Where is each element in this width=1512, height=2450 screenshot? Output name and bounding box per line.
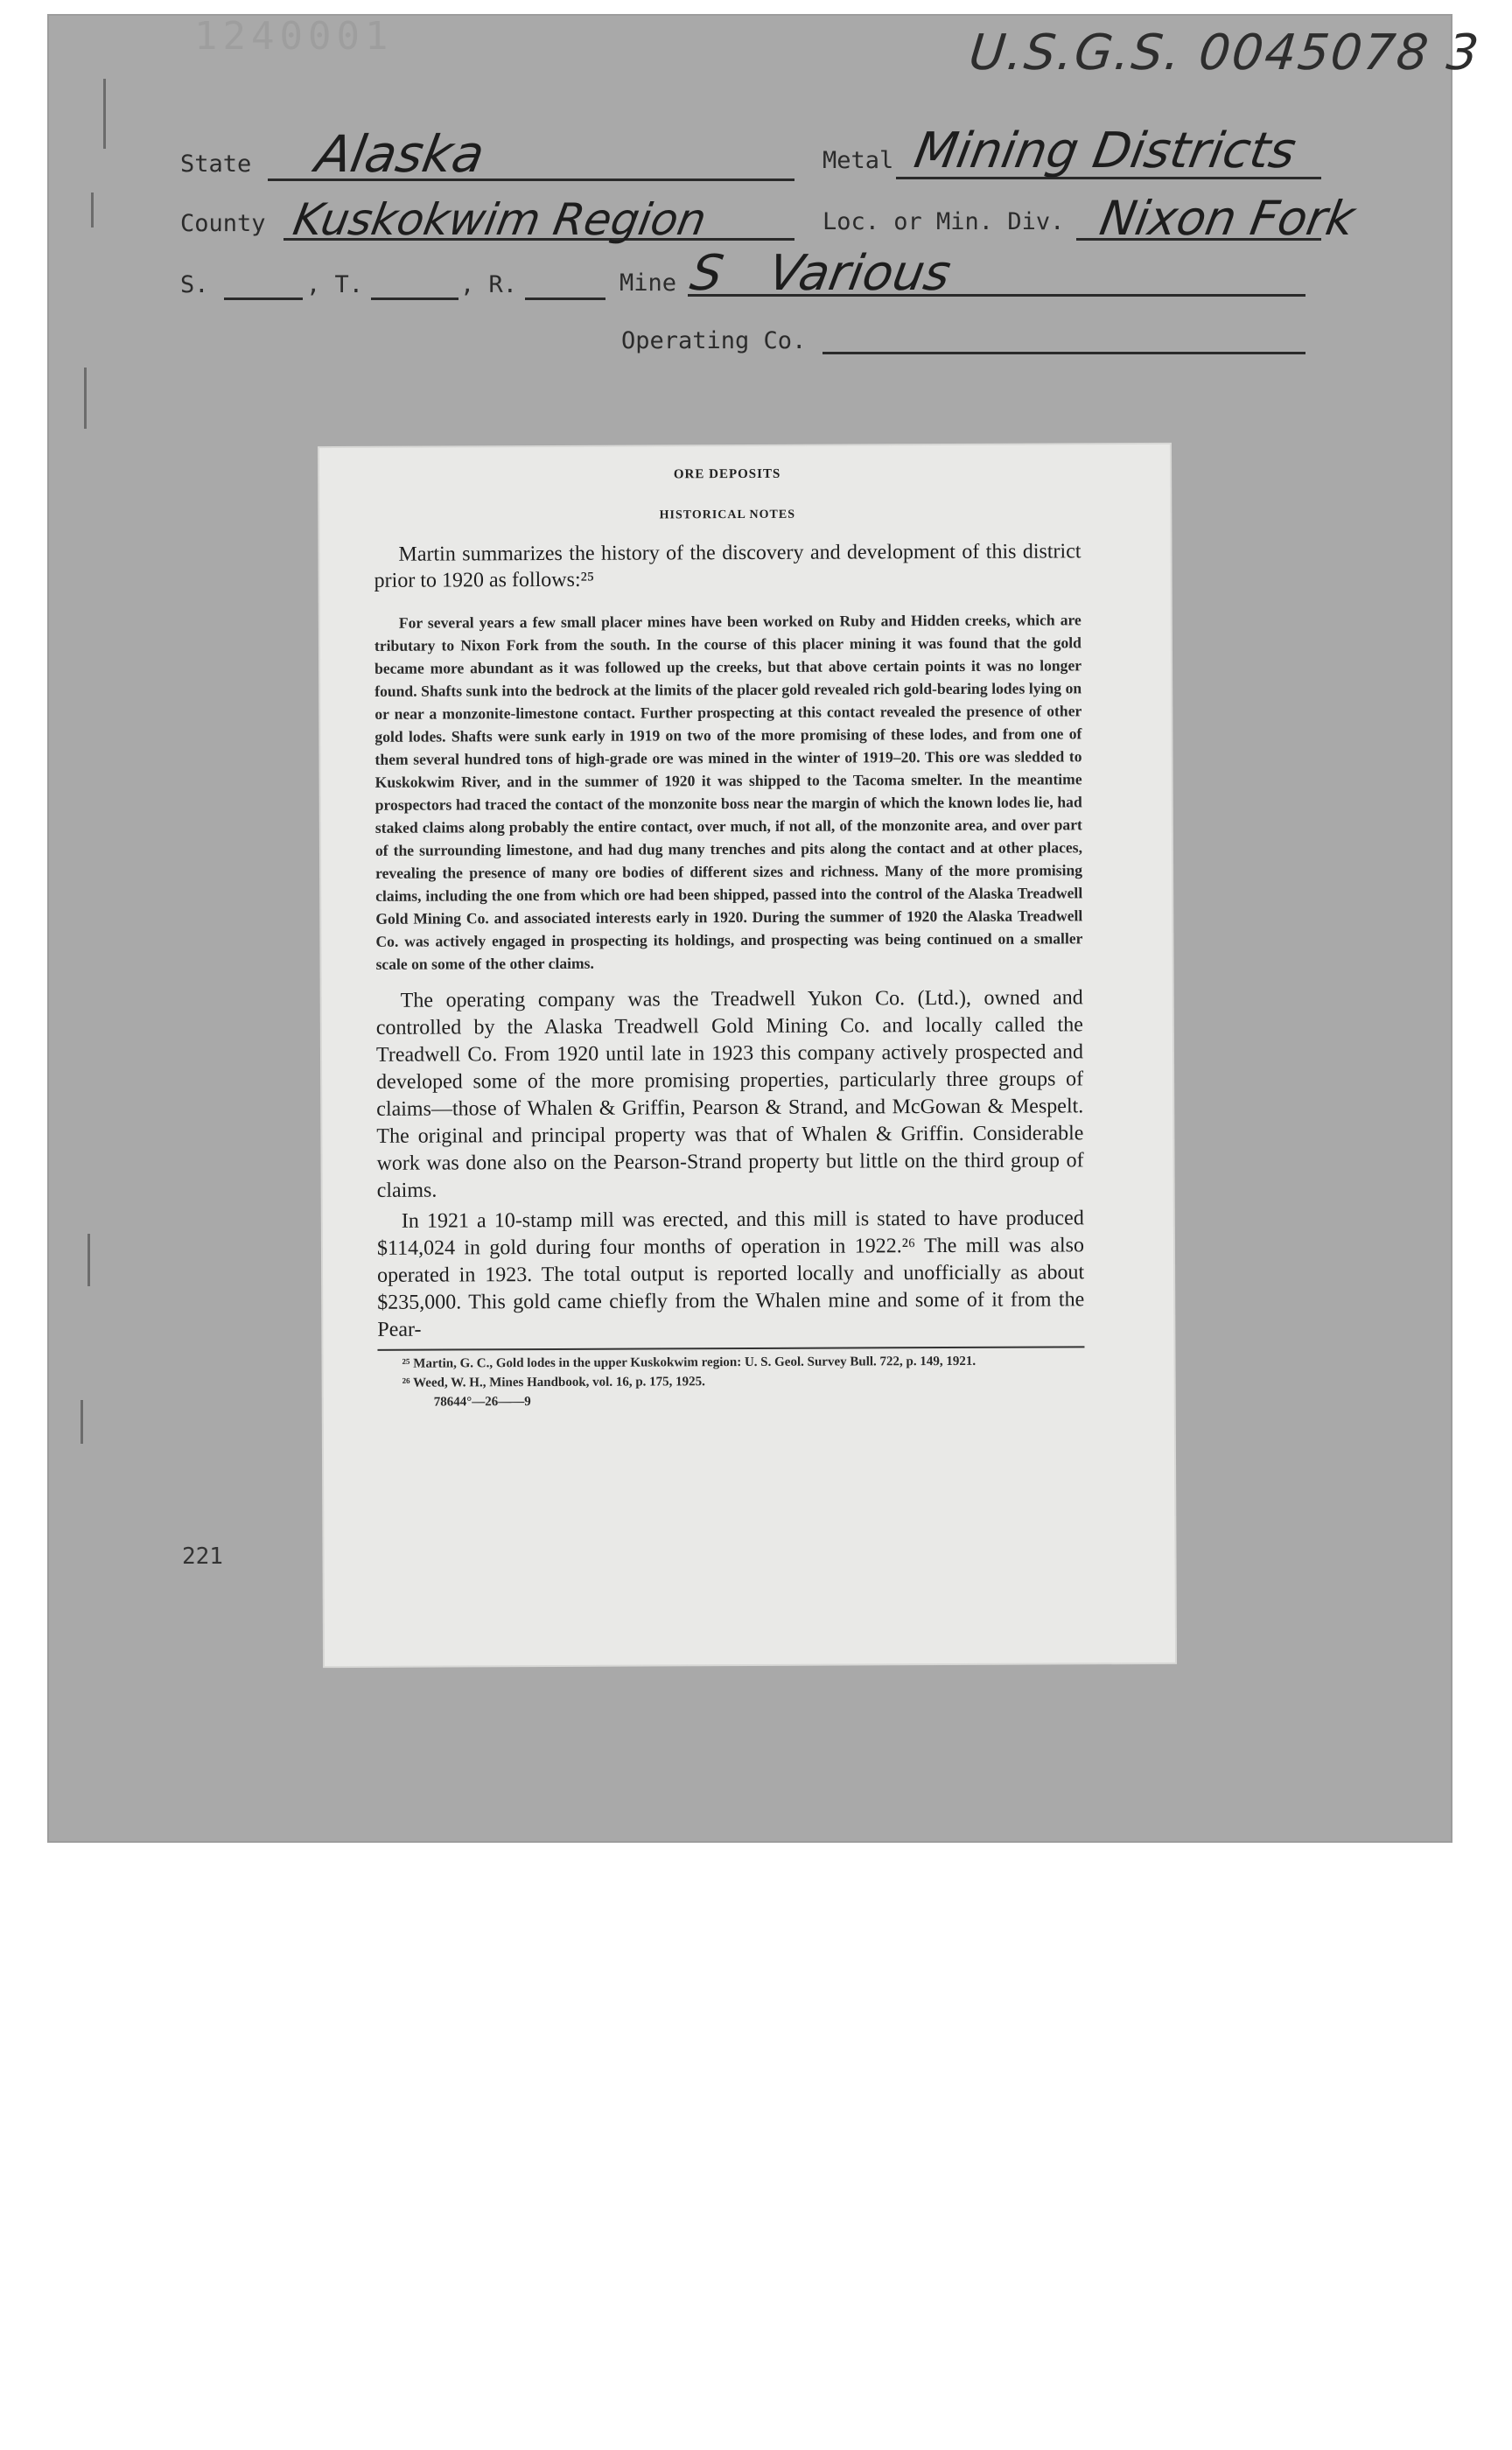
- margin-mark: [80, 1400, 83, 1444]
- county-value: Kuskokwim Region: [289, 194, 710, 245]
- mine-value: S Various: [686, 245, 956, 302]
- print-code: 78644°—26——9: [433, 1395, 531, 1410]
- margin-mark: [103, 79, 106, 149]
- intro-paragraph: Martin summarizes the history of the discovery and development of this district prior to 1920 as follows:²⁵: [374, 540, 1082, 592]
- pasted-page-clipping: [319, 444, 1175, 1666]
- margin-mark: [88, 1234, 90, 1286]
- metal-label: Metal: [822, 147, 894, 174]
- usgs-reference: U.S.G.S. 0045078 3: [966, 24, 1483, 81]
- footnote-25: ²⁵ Martin, G. C., Gold lodes in the upper Kuskokwim region: U. S. Geol. Survey Bull. 722, p. 149, 1921.: [402, 1354, 976, 1371]
- quoted-paragraph: For several years a few small placer mines have been worked on Ruby and Hidden creeks, which are tributary to Nixon Fork from the south. In the course of this placer mining it was found that the gold became more abundant as it was followed up the creeks, but that above certain points it was no longer found. Shafts sunk into the bedrock at the limits of the placer gold revealed rich gold-bearing lodes lying on or near a monzonite-limestone contact. Further prospecting at this contact revealed the presence of other gold lodes. Shafts were sunk early in 1919 on two of the more promising of these lodes, and from one of them several hundred tons of high-grade ore was mined in the winter of 1919–20. This ore was sledded to Kuskokwim River, and in the summer of 1920 it was shipped to the Tacoma smelter. In the meantime prospectors had traced the contact of the monzonite boss near the margin of which the known lodes lie, had staked claims along probably the entire contact, over much, if not all, of the monzonite area, and over part of the surrounding limestone, and had dug many trenches and pits along the contact and at other places, revealing the presence of many ore bodies of different sizes and richness. Many of the more promising claims, including the one from which ore had been shipped, passed into the control of the Alaska Treadwell Gold Mining Co. and associated interests early in 1920. During the summer of 1920 the Alaska Treadwell Co. was actively engaged in prospecting its holdings, and prospecting was being continued on a smaller scale on some of the other claims.: [374, 611, 1083, 973]
- state-value: Alaska: [312, 124, 489, 184]
- body-paragraph-2: In 1921 a 10-stamp mill was erected, and this mill is stated to have produced $114,024 in gold during four months of operation in 1922.²⁶ The mill was also operated in 1923. The total output is reported locally and unofficially as about $235,000. This gold came chiefly from the Whalen mine and some of it from the Pear-: [376, 1207, 1085, 1341]
- body-paragraph-1: The operating company was the Treadwell Yukon Co. (Ltd.), owned and controlled by the Alaska Treadwell Gold Mining Co. and locally called the Treadwell Co. From 1920 until late in 1923 this company actively prospected and developed some of the more promising properties, particularly three groups of claims—those of Whalen & Griffin, Pearson & Strand, and McGowan & Mespelt. The original and principal property was that of Whalen & Griffin. Considerable work was done also on the Pearson-Strand property but little on the third group of claims.: [375, 986, 1084, 1202]
- township-line: [371, 298, 458, 300]
- township-label: , T.: [306, 271, 364, 298]
- metal-value: Mining Districts: [910, 122, 1300, 179]
- footnote-26: ²⁶ Weed, W. H., Mines Handbook, vol. 16, p. 175, 1925.: [402, 1375, 705, 1390]
- loc-label: Loc. or Min. Div.: [822, 208, 1065, 235]
- mine-label: Mine: [620, 270, 677, 297]
- page-subheader: HISTORICAL NOTES: [659, 508, 796, 522]
- range-line: [525, 298, 606, 300]
- range-label: , R.: [460, 271, 518, 298]
- stamp-number: 1240001: [194, 14, 394, 59]
- margin-mark: [91, 192, 94, 228]
- section-line: [224, 298, 303, 300]
- footnote-rule: [377, 1346, 1084, 1351]
- page-header: ORE DEPOSITS: [673, 466, 781, 482]
- state-label: State: [180, 150, 252, 178]
- operating-label: Operating Co.: [621, 327, 807, 354]
- card-side-number: 221: [182, 1544, 223, 1570]
- county-label: County: [180, 210, 266, 237]
- section-label: S.: [180, 271, 209, 298]
- margin-mark: [84, 368, 87, 429]
- operating-line: [822, 352, 1306, 354]
- loc-value: Nixon Fork: [1096, 191, 1359, 246]
